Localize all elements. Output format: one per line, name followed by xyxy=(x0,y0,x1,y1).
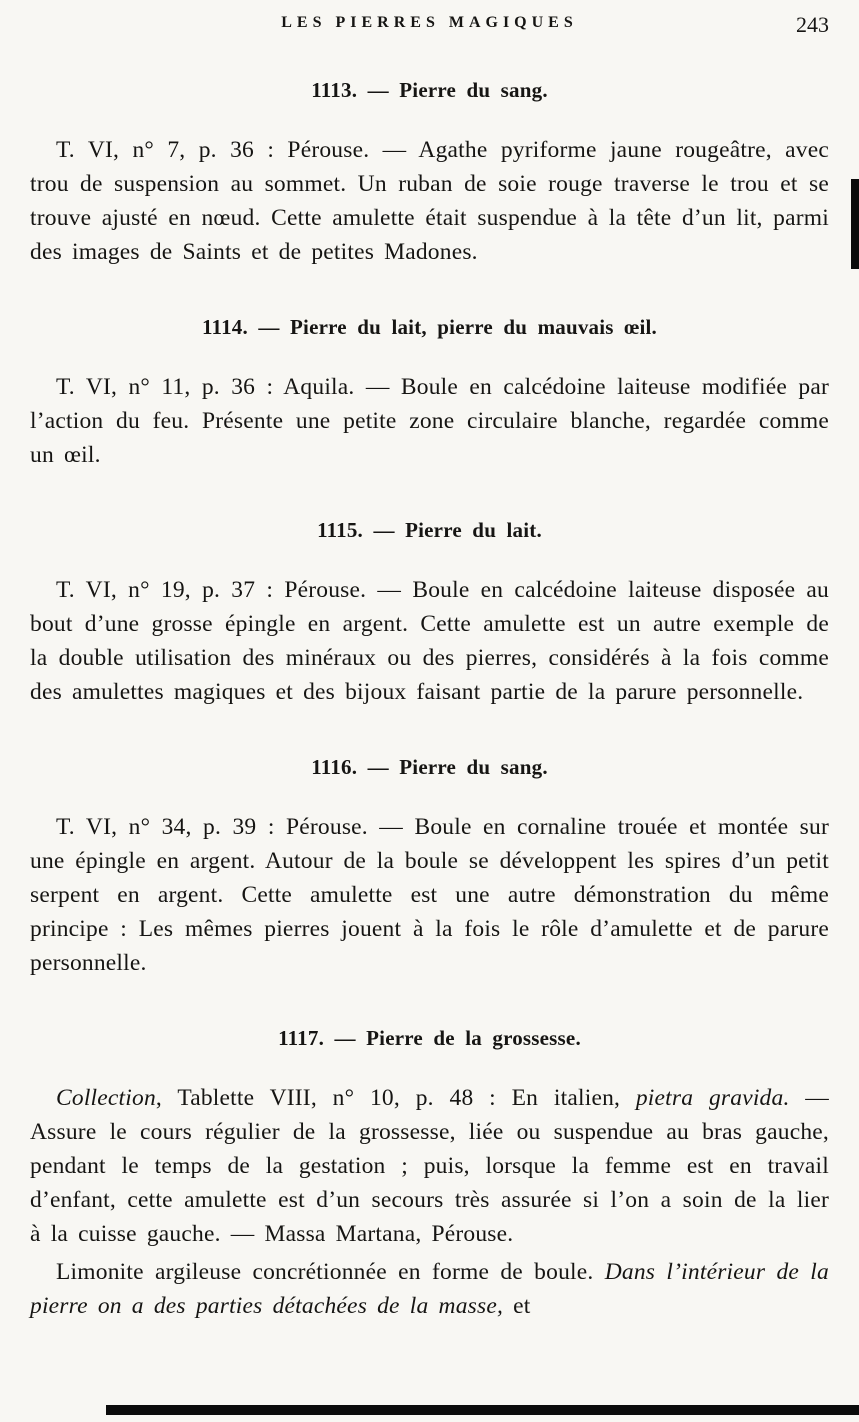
section-1113 xyxy=(30,78,829,269)
paragraph xyxy=(30,133,829,269)
section-heading: 1114. — Pierre du lait, pierre du mauvais œil. xyxy=(201,315,657,339)
paragraph-text: Dans l’intérieur de la pierre on a des parties détachées de la masse, xyxy=(30,1259,829,1319)
section-heading: 1117. — Pierre de la grossesse. xyxy=(278,1026,581,1050)
section-heading: 1116. — Pierre du sang. xyxy=(311,755,548,779)
section-heading: 1113. — Pierre du sang. xyxy=(311,78,548,102)
section-1117 xyxy=(30,1026,829,1323)
paragraph-text: Limonite argileuse concrétionnée en forme de boule. xyxy=(56,1259,605,1285)
paragraph-text: — Assure le cours régulier de la grossesse, liée ou suspendue au bras gauche, pendant le temps de la gestation ; puis, lorsque la femme est en travail d’enfant, cette amulette est d’un secours très assurée si l’on a soin de la lier à la cuisse gauche. — Massa Martana, Pérouse. xyxy=(30,1085,829,1247)
section-heading: 1115. — Pierre du lait. xyxy=(317,518,542,542)
paragraph xyxy=(30,1255,829,1323)
paragraph xyxy=(30,1081,829,1251)
paragraph-text: T. VI, n° 19, p. 37 : Pérouse. — Boule en calcédoine laiteuse disposée au bout d’une grosse épingle en argent. Cette amulette est un autre exemple de la double utilisation des minéraux ou des pierres, considérés à la fois comme des amulettes magiques et des bijoux faisant partie de la parure personnelle. xyxy=(30,577,829,705)
section-1116 xyxy=(30,755,829,980)
paragraph xyxy=(30,810,829,980)
scan-artifact-bottom-edge xyxy=(106,1405,859,1415)
paragraph xyxy=(30,573,829,709)
paragraph-text: T. VI, n° 34, p. 39 : Pérouse. — Boule en cornaline trouée et montée sur une épingle en argent. Autour de la boule se développent les spires d’un petit serpent en argent. Cette amulette est une autre démonstration du même principe : Les mêmes pierres jouent à la fois le rôle d’amulette et de parure personnelle. xyxy=(30,814,829,976)
paragraph-text: T. VI, n° 7, p. 36 : Pérouse. — Agathe pyriforme jaune rougeâtre, avec trou de suspension au sommet. Un ruban de soie rouge traverse le trou et se trouve ajusté en nœud. Cette amulette était suspendue à la tête d’un lit, parmi des images de Saints et de petites Madones. xyxy=(30,137,829,265)
paragraph-text: pietra gravida. xyxy=(635,1085,790,1111)
running-header-title: LES PIERRES MAGIQUES xyxy=(281,14,578,31)
paragraph-text: Collection xyxy=(56,1085,156,1111)
section-1115 xyxy=(30,518,829,709)
section-1114 xyxy=(30,315,829,472)
scan-artifact-right-edge xyxy=(851,179,859,269)
paragraph-text: T. VI, n° 11, p. 36 : Aquila. — Boule en calcédoine laiteuse modifiée par l’action du feu. Présente une petite zone circulaire blanche, regardée comme un œil. xyxy=(30,374,829,468)
page-number: 243 xyxy=(796,12,829,37)
paragraph-text: , Tablette VIII, n° 10, p. 48 : En italien, xyxy=(155,1085,636,1111)
paragraph-text: et xyxy=(503,1293,531,1319)
paragraph xyxy=(30,370,829,472)
running-header xyxy=(30,12,829,44)
